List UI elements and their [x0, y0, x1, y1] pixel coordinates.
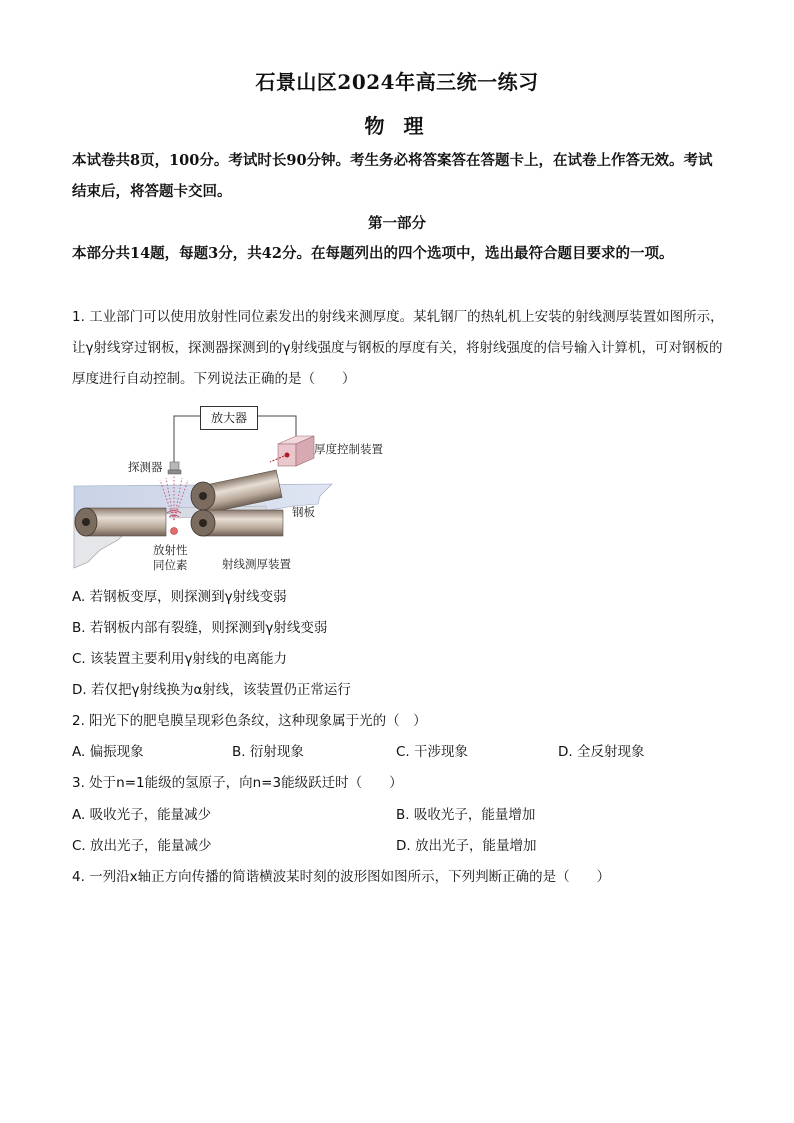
question-1-stem: 1. 工业部门可以使用放射性同位素发出的射线来测厚度。某轧钢厂的热轧机上安装的射线测厚装置如图所示，让γ射线穿过钢板，探测器探测到的γ射线强度与钢板的厚度有关，将射线强度的信号输入计算机，可对钢板的厚度进行自动控制。下列说法正确的是（ ） [72, 309, 724, 387]
q3-option-d: D. 放出光子，能量增加 [396, 838, 537, 854]
isotope-label-line1: 放射性 [153, 543, 188, 557]
figure-caption: 射线测厚装置 [222, 557, 291, 571]
q3-option-b: B. 吸收光子，能量增加 [396, 807, 536, 823]
wire-to-controller [256, 416, 296, 440]
steel-plate-label: 钢板 [292, 505, 315, 519]
isotope-label-line2: 同位素 [153, 558, 188, 572]
question-3-stem: 3. 处于n=1能级的氢原子，向n=3能级跃迁时（ ） [72, 775, 403, 791]
q2-option-c: C. 干涉现象 [396, 744, 469, 760]
q2-option-a: A. 偏振现象 [72, 744, 144, 760]
q1-option-c: C. 该装置主要利用γ射线的电离能力 [72, 651, 287, 667]
q2-option-b: B. 衍射现象 [232, 744, 304, 760]
part-one-title: 第一部分 [368, 215, 426, 232]
q2-option-d: D. 全反射现象 [558, 744, 645, 760]
subject-title: 物 理 [364, 114, 430, 138]
left-roller [86, 508, 166, 536]
detector-label: 探测器 [128, 460, 163, 474]
wire-to-detector [174, 416, 200, 462]
q1-option-b: B. 若钢板内部有裂缝，则探测到γ射线变弱 [72, 620, 328, 636]
q3-option-a: A. 吸收光子，能量减少 [72, 807, 212, 823]
thickness-control-label: 厚度控制装置 [314, 442, 383, 456]
exam-instructions: 本试卷共8页，100分。考试时长90分钟。考生务必将答案答在答题卡上，在试卷上作答无效。考试结束后，将答题卡交回。 [72, 152, 713, 200]
q3-option-c: C. 放出光子，能量减少 [72, 838, 212, 854]
question-2-stem: 2. 阳光下的肥皂膜呈现彩色条纹，这种现象属于光的（ ） [72, 713, 427, 729]
q1-option-d: D. 若仅把γ射线换为α射线，该装置仍正常运行 [72, 682, 351, 698]
q1-option-a: A. 若钢板变厚，则探测到γ射线变弱 [72, 589, 287, 605]
part-one-intro: 本部分共14题，每题3分，共42分。在每题列出的四个选项中，选出最符合题目要求的一项。 [72, 245, 674, 262]
detector-icon [170, 462, 179, 470]
amplifier-label: 放大器 [200, 406, 258, 430]
exam-title: 石景山区2024年高三统一练习 [255, 70, 539, 94]
question-4-stem: 4. 一列沿x轴正方向传播的简谐横波某时刻的波形图如图所示，下列判断正确的是（ ） [72, 869, 611, 885]
